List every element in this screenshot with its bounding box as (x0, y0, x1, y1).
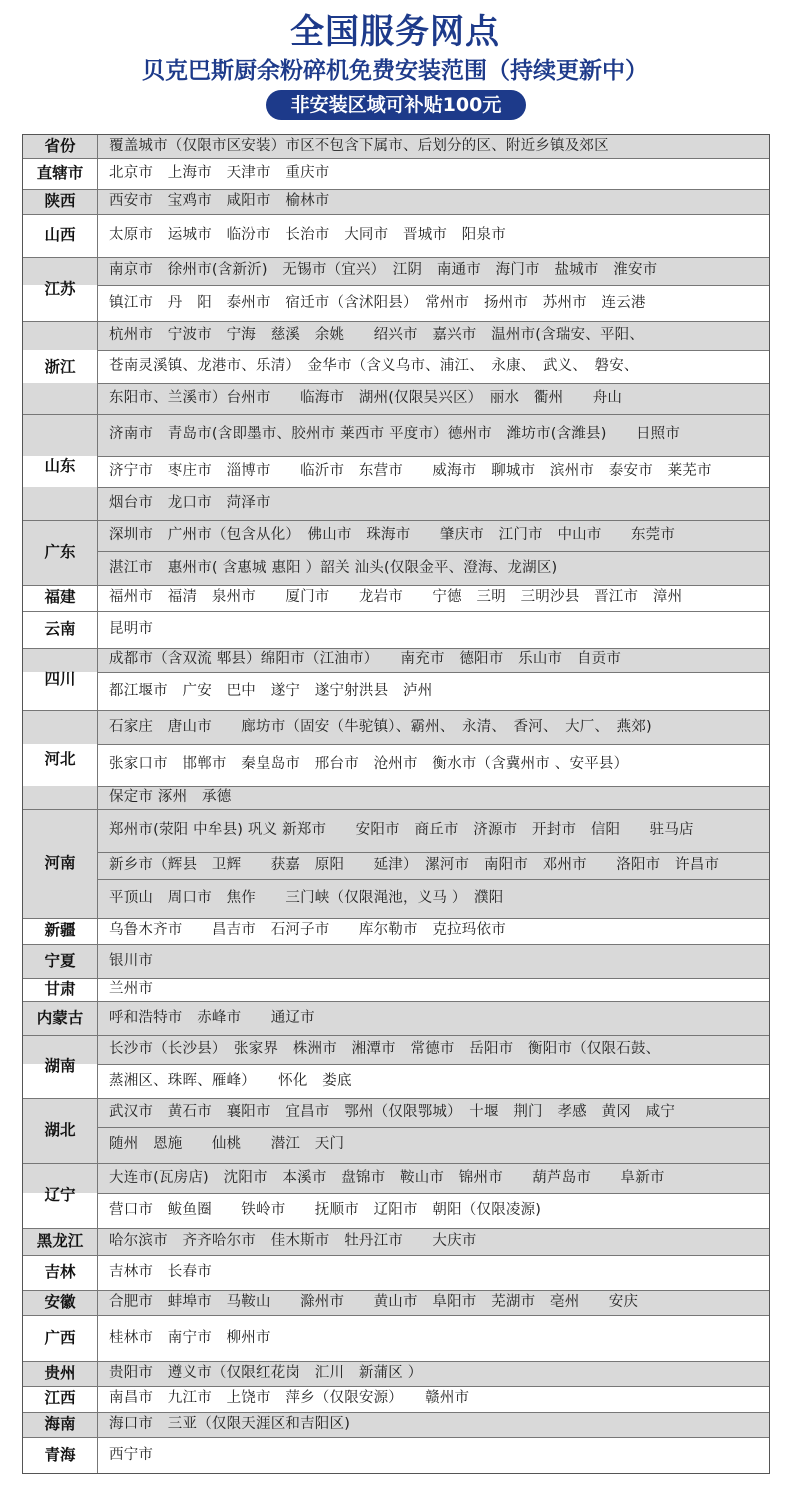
province-cell: 内蒙古 (36, 1009, 84, 1028)
province-cell: 黑龙江 (36, 1231, 84, 1250)
city-list-line: 随州 恩施 仙桃 潜江 天门 (109, 1136, 345, 1153)
column-divider (97, 135, 98, 1473)
province-cell: 宁夏 (44, 952, 76, 971)
city-list-line: 北京市 上海市 天津市 重庆市 (109, 164, 330, 181)
city-list-line: 苍南灵溪镇、龙港市、乐清） 金华市（含义乌市、浦江、 永康、 武义、 磐安、 (109, 358, 639, 375)
province-cell: 河南 (44, 853, 76, 872)
city-list-line: 长沙市（长沙县） 张家界 株洲市 湘潭市 常德市 岳阳市 衡阳市（仅限石鼓、 (109, 1041, 661, 1058)
city-list-line: 镇江市 丹 阳 泰州市 宿迁市（含沭阳县） 常州市 扬州市 苏州市 连云港 (109, 295, 646, 312)
city-list-line: 济南市 青岛市(含即墨市、胶州市 莱西市 平度市）德州市 潍坊市(含潍县) 日照市 (109, 426, 681, 443)
city-list-line: 杭州市 宁波市 宁海 慈溪 余姚 绍兴市 嘉兴市 温州市(含瑞安、平阳、 (109, 327, 645, 344)
province-cell: 吉林 (44, 1262, 76, 1281)
city-list-line: 东阳市、兰溪市）台州市 临海市 湖州(仅限吴兴区） 丽水 衢州 舟山 (109, 390, 623, 407)
city-list-line: 成都市（含双流 郫县）绵阳市（江油市） 南充市 德阳市 乐山市 自贡市 (109, 651, 622, 668)
page-subtitle: 贝克巴斯厨余粉碎机免费安装范围（持续更新中） (142, 58, 648, 84)
province-cell: 山东 (44, 457, 76, 476)
city-list-line: 贵阳市 遵义市（仅限红花岗 汇川 新蒲区 ） (109, 1365, 423, 1382)
city-list-line: 昆明市 (109, 621, 154, 637)
row-separator (23, 1035, 769, 1036)
row-separator (23, 214, 769, 215)
page-header (0, 0, 790, 128)
city-list-line: 武汉市 黄石市 襄阳市 宜昌市 鄂州（仅限鄂城） 十堰 荆门 孝感 黄冈 咸宁 (109, 1104, 676, 1121)
city-list-line: 呼和浩特市 赤峰市 通辽市 (109, 1010, 315, 1027)
row-separator (23, 1163, 769, 1164)
row-separator (23, 321, 769, 322)
row-separator (23, 257, 769, 258)
row-separator (23, 710, 769, 711)
city-list-line: 兰州市 (109, 981, 154, 998)
city-list-line: 都江堰市 广安 巴中 遂宁 遂宁射洪县 泸州 (109, 683, 433, 700)
city-list-line: 济宁市 枣庄市 淄博市 临沂市 东营市 威海市 聊城市 滨州市 泰安市 莱芜市 (109, 462, 712, 479)
row-separator (23, 1437, 769, 1438)
city-list-line: 保定市 涿州 承德 (109, 788, 232, 805)
city-list-line: 营口市 鲅鱼圈 铁岭市 抚顺市 辽阳市 朝阳（仅限凌源) (109, 1201, 542, 1218)
province-cell: 四川 (44, 670, 76, 689)
city-list-line: 南昌市 九江市 上饶市 萍乡（仅限安源） 赣州市 (109, 1390, 470, 1407)
row-separator (23, 1315, 769, 1316)
city-list-line: 郑州市(荥阳 中牟县) 巩义 新郑市 安阳市 商丘市 济源市 开封市 信阳 驻马店 (109, 821, 694, 838)
row-separator (23, 648, 769, 649)
city-list-line: 太原市 运城市 临汾市 长治市 大同市 晋城市 阳泉市 (109, 226, 506, 243)
province-cell: 云南 (44, 620, 76, 638)
province-cell: 辽宁 (44, 1185, 76, 1204)
city-list-line: 哈尔滨市 齐齐哈尔市 佳木斯市 牡丹江市 大庆市 (109, 1232, 477, 1249)
row-separator (23, 978, 769, 979)
page-title: 全国服务网点 (290, 12, 500, 52)
row-separator (23, 585, 769, 586)
row-separator (23, 1386, 769, 1387)
row-separator (23, 1361, 769, 1362)
province-cell: 山西 (44, 225, 76, 244)
province-cell: 直辖市 (36, 163, 84, 182)
province-cell: 新疆 (44, 921, 76, 940)
row-separator (23, 1255, 769, 1256)
city-list-line: 福州市 福清 泉州市 厦门市 龙岩市 宁德 三明 三明沙县 晋江市 漳州 (109, 589, 683, 606)
city-list-line: 合肥市 蚌埠市 马鞍山 滁州市 黄山市 阜阳市 芜湖市 亳州 安庆 (109, 1293, 639, 1310)
row-separator (23, 1412, 769, 1413)
row-separator (23, 1228, 769, 1229)
province-cell: 湖南 (44, 1057, 76, 1076)
row-separator (23, 1001, 769, 1002)
row-separator (23, 611, 769, 612)
row-separator (23, 414, 769, 415)
city-list-line: 西安市 宝鸡市 咸阳市 榆林市 (109, 192, 330, 209)
city-list-line: 大连市(瓦房店) 沈阳市 本溪市 盘锦市 鞍山市 锦州市 葫芦岛市 阜新市 (109, 1169, 665, 1186)
city-list-line: 蒸湘区、珠晖、雁峰） 怀化 娄底 (109, 1073, 352, 1090)
province-cell: 福建 (44, 588, 76, 607)
province-cell: 广西 (44, 1328, 76, 1347)
row-separator (23, 918, 769, 919)
city-list-line: 银川市 (109, 953, 154, 970)
row-separator (23, 1098, 769, 1099)
city-list-line: 吉林市 长春市 (109, 1263, 212, 1280)
province-cell: 海南 (44, 1414, 76, 1433)
city-list-line: 张家口市 邯郸市 秦皇岛市 邢台市 沧州市 衡水市（含冀州市 、安平县） (109, 756, 629, 773)
province-cell: 贵州 (44, 1364, 76, 1383)
province-header-cell: 省份 (44, 137, 76, 155)
city-list-line: 烟台市 龙口市 菏泽市 (109, 494, 271, 511)
province-cell: 浙江 (44, 358, 76, 377)
row-separator (23, 1290, 769, 1291)
province-cell: 河北 (44, 750, 76, 769)
province-cell: 安徽 (44, 1292, 76, 1311)
service-coverage-table (22, 134, 770, 1474)
city-list-line: 深圳市 广州市（包含从化） 佛山市 珠海市 肇庆市 江门市 中山市 东莞市 (109, 526, 676, 543)
city-list-line: 湛江市 惠州市( 含惠城 惠阳 ）韶关 汕头(仅限金平、澄海、龙湖区) (109, 559, 558, 576)
city-list-line: 海口市 三亚（仅限天涯区和吉阳区) (109, 1415, 351, 1432)
city-list-line: 乌鲁木齐市 昌吉市 石河子市 库尔勒市 克拉玛依市 (109, 922, 506, 939)
province-cell: 陕西 (44, 191, 76, 210)
subsidy-badge: 非安装区域可补贴100元 (266, 90, 526, 120)
city-list-line: 石家庄 唐山市 廊坊市（固安（牛驼镇）、霸州、 永清、 香河、 大厂、 燕郊) (109, 719, 652, 736)
city-list-line: 西宁市 (109, 1446, 154, 1463)
city-list-line: 平顶山 周口市 焦作 三门峡（仅限渑池，义马 ） 濮阳 (109, 890, 504, 907)
province-cell: 湖北 (44, 1121, 76, 1140)
province-cell: 青海 (44, 1445, 76, 1464)
row-separator (23, 189, 769, 190)
row-separator (23, 520, 769, 521)
province-cell: 广东 (44, 542, 76, 561)
coverage-header-cell: 覆盖城市（仅限市区安装）市区不包含下属市、后划分的区、附近乡镇及郊区 (109, 138, 609, 154)
province-cell: 甘肃 (44, 980, 76, 999)
province-cell: 江西 (44, 1389, 76, 1408)
city-list-line: 桂林市 南宁市 柳州市 (109, 1329, 271, 1346)
row-separator (23, 944, 769, 945)
city-list-line: 新乡市（辉县 卫辉 获嘉 原阳 延津） 漯河市 南阳市 邓州市 洛阳市 许昌市 (109, 857, 720, 874)
province-cell: 江苏 (44, 280, 76, 299)
row-separator (23, 809, 769, 810)
row-separator (23, 158, 769, 159)
city-list-line: 南京市 徐州市(含新沂) 无锡市（宜兴） 江阴 南通市 海门市 盐城市 淮安市 (109, 262, 658, 279)
